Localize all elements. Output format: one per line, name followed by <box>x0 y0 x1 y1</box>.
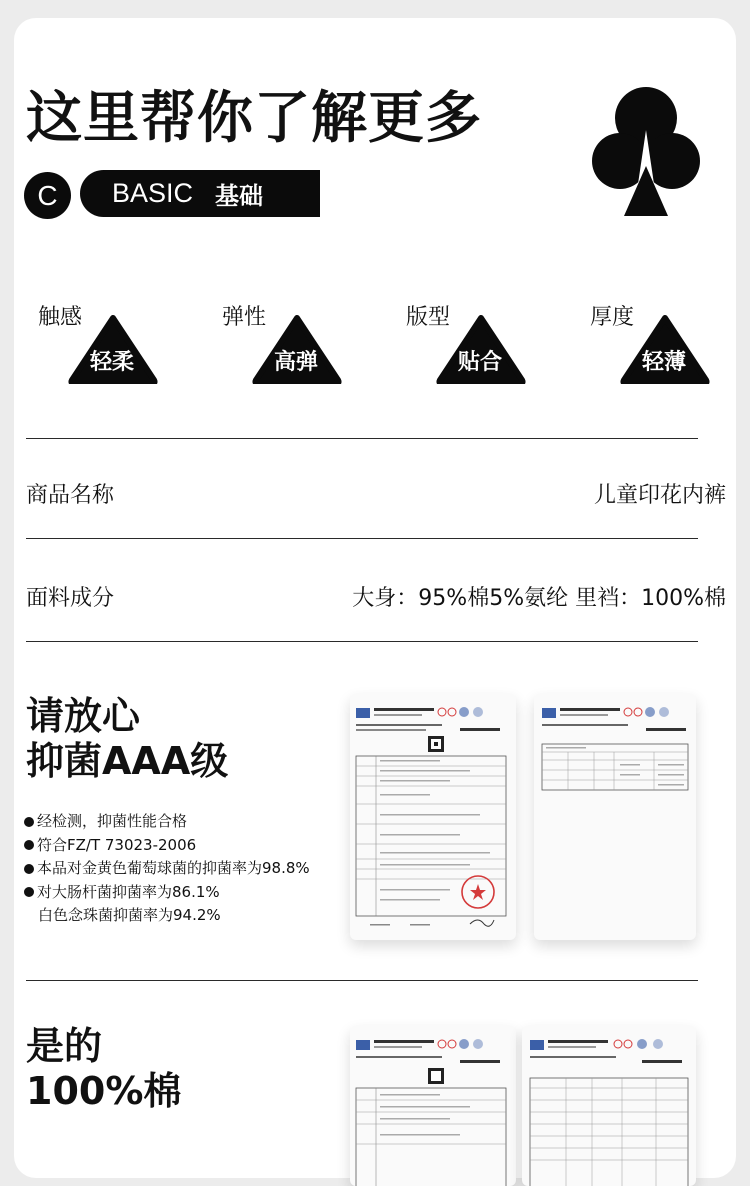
feature-label: 触感 <box>38 305 83 330</box>
antibacterial-heading-line1: 请放心 <box>26 694 141 738</box>
cotton-heading-line2: 100%棉 <box>26 1069 182 1113</box>
feature-label: 版型 <box>406 305 451 330</box>
cotton-heading-line1: 是的 <box>26 1024 103 1068</box>
feature-value: 轻薄 <box>641 350 686 375</box>
club-icon <box>592 84 700 218</box>
fabric-value: 大身：95%棉5%氨纶 里裆：100%棉 <box>352 586 726 611</box>
feature-label: 厚度 <box>590 305 635 330</box>
bullet-dot-icon <box>24 840 34 850</box>
bullet-dot-icon <box>24 887 34 897</box>
feature-label: 弹性 <box>222 305 267 330</box>
cotton-heading <box>26 1024 181 1114</box>
feature-thickness <box>590 300 740 390</box>
product-name-value: 儿童印花内裤 <box>593 483 726 508</box>
feature-fit <box>406 300 556 390</box>
bullet-item: 对大肠杆菌抑菌率为86.1% <box>24 881 310 905</box>
divider <box>26 980 698 981</box>
antibacterial-heading-line2: 抑菌AAA级 <box>26 739 229 783</box>
test-report-image <box>534 694 696 940</box>
antibacterial-bullets <box>24 810 310 928</box>
feature-value: 高弹 <box>273 350 318 375</box>
test-report-image <box>350 1026 516 1186</box>
basic-label-zh: 基础 <box>215 182 264 210</box>
divider <box>26 538 698 539</box>
feature-value: 贴合 <box>457 350 502 375</box>
product-name-label: 商品名称 <box>26 483 115 508</box>
bullet-item: 经检测，抑菌性能合格 <box>24 810 310 834</box>
fabric-label: 面料成分 <box>26 586 115 611</box>
bullet-continuation: 白色念珠菌抑菌率为94.2% <box>38 906 221 924</box>
basic-label-en: BASIC <box>112 178 194 208</box>
bullet-dot-icon <box>24 817 34 827</box>
antibacterial-heading <box>26 694 228 784</box>
bullet-item: 本品对金黄色葡萄球菌的抑菌率为98.8% <box>24 857 310 881</box>
bullet-item: 符合FZ/T 73023-2006 <box>24 834 310 858</box>
feature-elasticity <box>222 300 372 390</box>
divider <box>26 438 698 439</box>
basic-pill <box>80 170 320 217</box>
divider <box>26 641 698 642</box>
feature-touch <box>38 300 188 390</box>
test-report-image <box>350 694 516 940</box>
c-badge: C <box>24 172 71 219</box>
test-report-image <box>522 1026 696 1186</box>
page-title: 这里帮你了解更多 <box>26 86 482 151</box>
feature-value: 轻柔 <box>89 350 134 375</box>
bullet-dot-icon <box>24 864 34 874</box>
